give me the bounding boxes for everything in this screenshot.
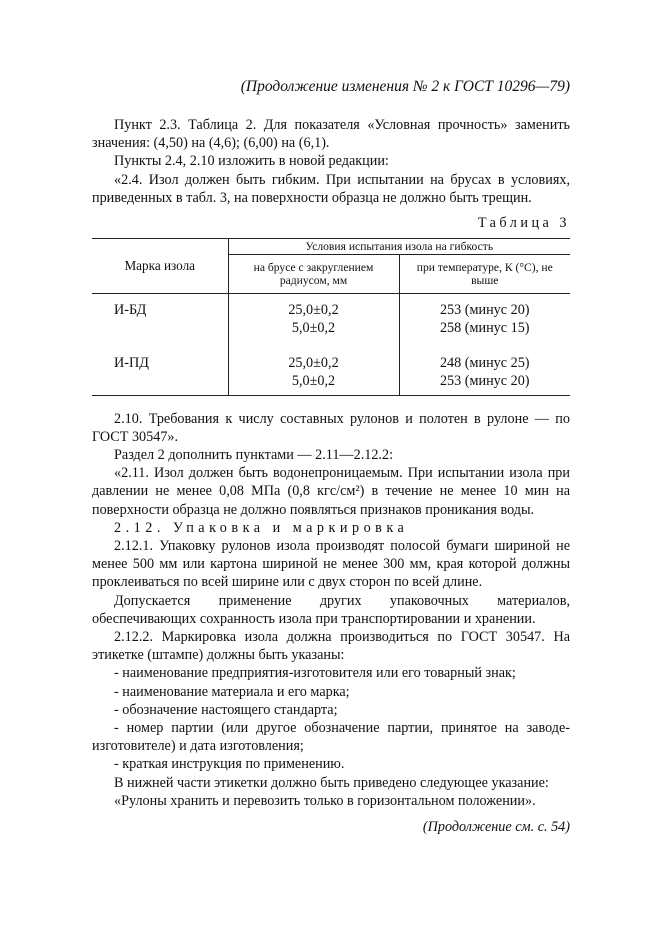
paragraph-point-2-4: «2.4. Изол должен быть гибким. При испытании на брусах в условиях, приведенных в табл. 3, на поверхности образца не должно быть трещин. [92,171,570,206]
list-item: - краткая инструкция по применению. [114,756,345,773]
paragraph-section-2-addition: Раздел 2 дополнить пунктами — 2.11—2.12.2: [114,447,394,464]
paragraph-point-2-11: «2.11. Изол должен быть водонепроницаемым. При испытании изола при давлении не менее 0,08 МПа (0,8 кгс/см²) в течение не менее 10 мин на поверхности образца не должно появляться признаков проникания воды. [92,465,570,518]
col-header-temp: при температуре, К (°С), не выше [399,255,570,293]
list-item: - наименование материала и его марка; [114,683,350,700]
row-temp-value: 253 (минус 20) [439,301,530,318]
row-temp-value: 258 (минус 15) [439,320,530,337]
row-temp-value: 253 (минус 20) [439,373,530,390]
table-spacer [92,338,570,350]
header-continuation: (Продолжение изменения № 2 к ГОСТ 10296—79) [240,78,570,95]
paragraph-label-note: В нижней части этикетки должно быть приведено следующее указание: [114,774,549,791]
list-item: - обозначение настоящего стандарта; [114,701,338,718]
paragraph-point-2-12-1: 2.12.1. Упаковку рулонов изола производят полосой бумаги шириной не менее 500 мм или картона шириной не менее 300 мм, края которой должны проклеиваться по всей ширине или с двух сторон по всей длине. [92,538,570,591]
paragraph-point-2-3: Пункт 2.3. Таблица 2. Для показателя «Условная прочность» заменить значения: (4,50) на (4,6); (6,00) на (6,1). [92,117,570,152]
row-temp-cell [399,350,570,396]
text-after-table [92,410,570,837]
list-item: - номер партии (или другое обозначение партии, принятое на заводе-изготовителе) и дата изготовления; [92,720,570,755]
paragraph-point-2-12-2: 2.12.2. Маркировка изола должна производиться по ГОСТ 30547. На этикетке (штампе) должны быть указаны: [92,629,570,664]
col-header-group: Условия испытания изола на гибкость [228,239,570,255]
flexibility-table [92,238,570,395]
row-radius-value: 25,0±0,2 [288,354,339,371]
table-caption: Таблица 3 [477,215,570,232]
row-radius-value: 5,0±0,2 [291,320,336,337]
footer-continuation: (Продолжение см. с. 54) [422,819,570,836]
paragraph-alt-materials: Допускается применение других упаковочных материалов, обеспечивающих сохранность изола при транспортировании и хранении. [92,592,570,627]
row-temp-value: 248 (минус 25) [439,354,530,371]
row-radius-value: 5,0±0,2 [291,373,336,390]
table-row [92,350,570,396]
list-item: - наименование предприятия-изготовителя или его товарный знак; [114,665,516,682]
row-mark: И-БД [114,301,147,318]
row-radius-value: 25,0±0,2 [288,301,339,318]
paragraph-storage-instruction: «Рулоны хранить и перевозить только в горизонтальном положении». [114,792,536,809]
row-mark: И-ПД [92,350,228,396]
row-radius-cell [228,293,399,338]
table-row [92,293,570,338]
col-header-mark: Марка изола [92,239,228,293]
col-header-radius: на брусе с закруглением радиусом, мм [228,255,399,293]
paragraph-points-intro: Пункты 2.4, 2.10 изложить в новой редакции: [114,153,389,170]
section-title-packaging: 2.12. Упаковка и маркировка [114,519,409,536]
paragraph-point-2-10: 2.10. Требования к числу составных рулонов и полотен в рулоне — по ГОСТ 30547». [92,410,570,445]
row-radius-cell [228,350,399,396]
body-text [92,116,570,836]
row-temp-cell [399,293,570,338]
